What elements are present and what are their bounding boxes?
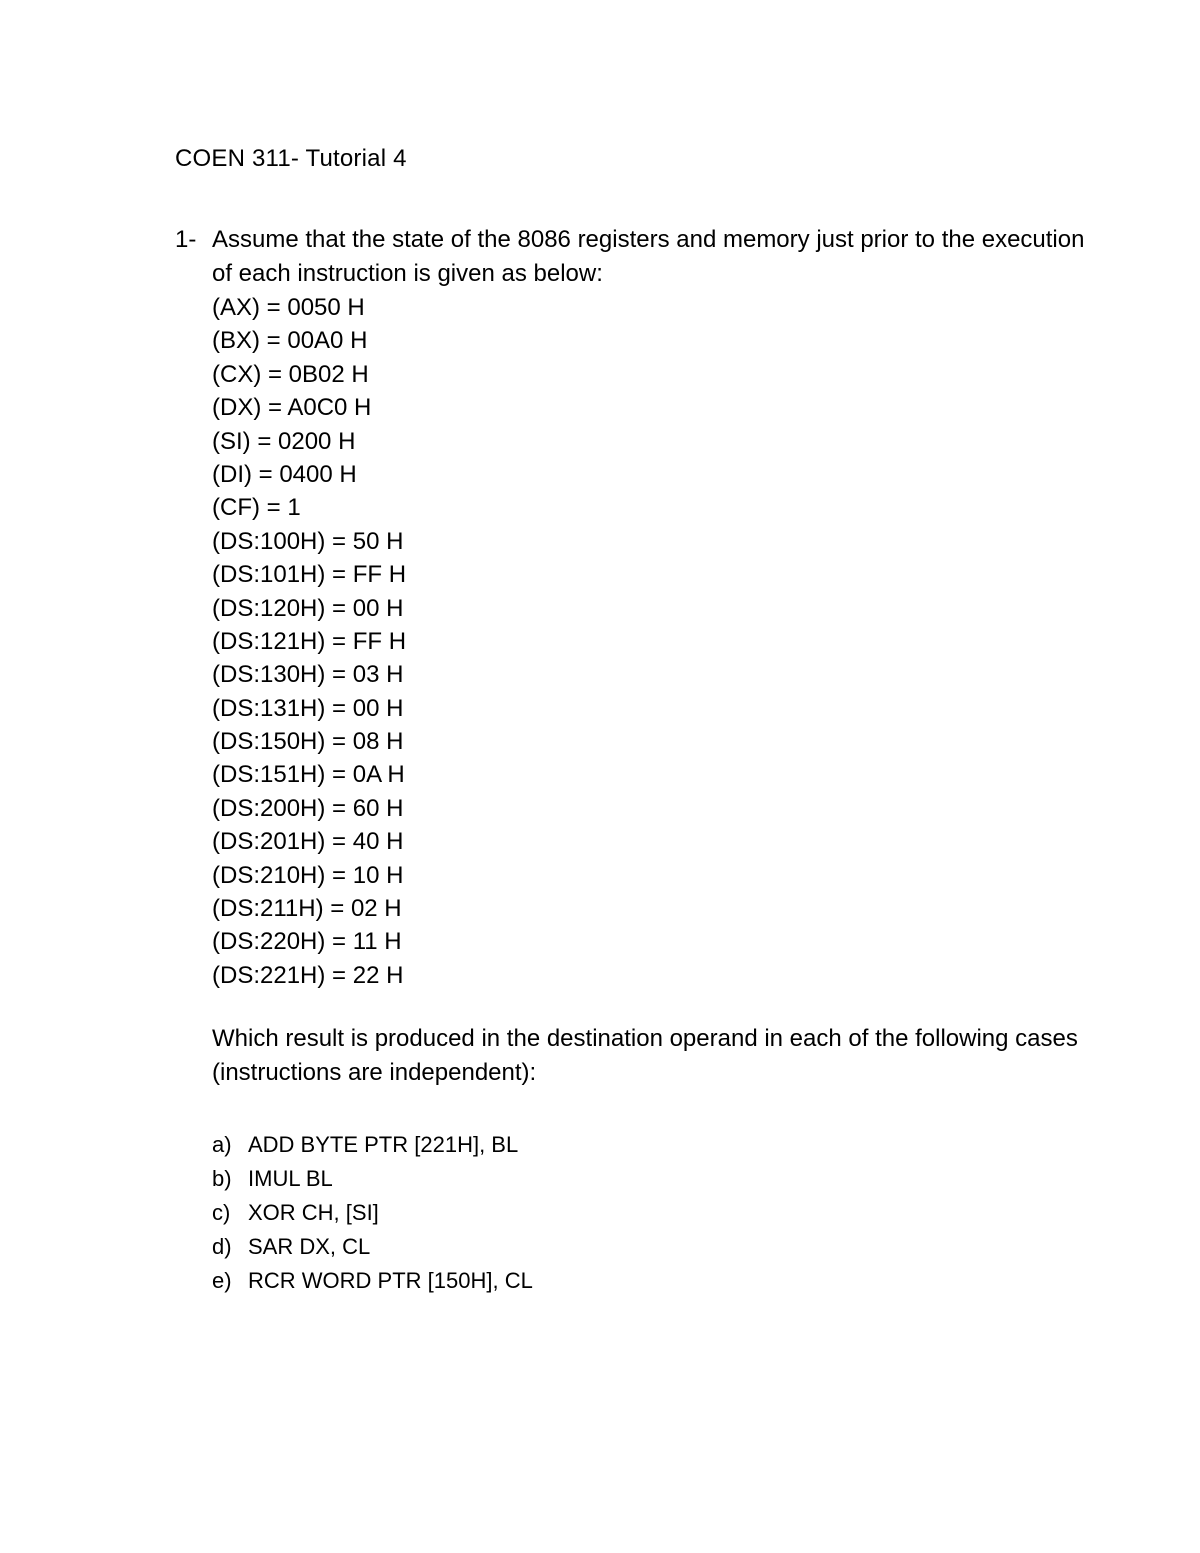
state-item: (BX) = 00A0 H — [212, 327, 368, 355]
state-item: (DS:100H) = 50 H — [212, 527, 404, 555]
state-item: (DS:211H) = 02 H — [212, 895, 402, 923]
state-item: (DS:120H) = 00 H — [212, 594, 404, 622]
state-item: (AX) = 0050 H — [212, 294, 365, 321]
case-label: b) — [212, 1166, 232, 1192]
state-item: (DS:200H) = 60 H — [212, 794, 404, 822]
question-number: 1- — [175, 226, 197, 253]
case-item — [212, 1128, 1092, 1162]
state-item: (DS:220H) = 11 H — [212, 928, 402, 956]
question-prompt: Which result is produced in the destination operand in each of the following cases (instructions are independent): — [212, 1025, 1078, 1087]
state-item: (DS:131H) = 00 H — [212, 694, 404, 722]
state-item: (DS:150H) = 08 H — [212, 728, 404, 756]
state-item: (CF) = 1 — [212, 494, 301, 522]
case-item — [212, 1264, 1092, 1298]
question-body — [212, 223, 1092, 1298]
case-instruction: XOR CH, [SI] — [248, 1200, 379, 1226]
case-label: c) — [212, 1200, 231, 1226]
case-label: a) — [212, 1132, 232, 1158]
state-item: (DS:121H) = FF H — [212, 627, 407, 655]
case-instruction: RCR WORD PTR [150H], CL — [248, 1268, 533, 1294]
case-label: d) — [212, 1234, 232, 1260]
case-item — [212, 1196, 1092, 1230]
question-intro: Assume that the state of the 8086 registers and memory just prior to the execution of each instruction is given as below: — [212, 226, 1085, 287]
state-item: (SI) = 0200 H — [212, 427, 356, 455]
case-label: e) — [212, 1268, 232, 1294]
case-instruction: ADD BYTE PTR [221H], BL — [248, 1132, 519, 1158]
state-item: (CX) = 0B02 H — [212, 360, 369, 388]
case-instruction: SAR DX, CL — [248, 1234, 371, 1260]
state-item: (DS:201H) = 40 H — [212, 828, 404, 856]
state-item: (DS:210H) = 10 H — [212, 861, 404, 889]
register-state-list — [212, 291, 1092, 992]
state-item: (DI) = 0400 H — [212, 460, 357, 488]
page-title: COEN 311- Tutorial 4 — [175, 145, 407, 172]
state-item: (DS:101H) = FF H — [212, 561, 407, 589]
instruction-cases — [212, 1128, 1092, 1298]
state-item: (DS:130H) = 03 H — [212, 661, 404, 689]
state-item: (DS:151H) = 0A H — [212, 761, 405, 789]
state-item: (DX) = A0C0 H — [212, 394, 372, 422]
case-item — [212, 1162, 1092, 1196]
case-instruction: IMUL BL — [248, 1166, 333, 1192]
case-item — [212, 1230, 1092, 1264]
state-item: (DS:221H) = 22 H — [212, 961, 404, 989]
